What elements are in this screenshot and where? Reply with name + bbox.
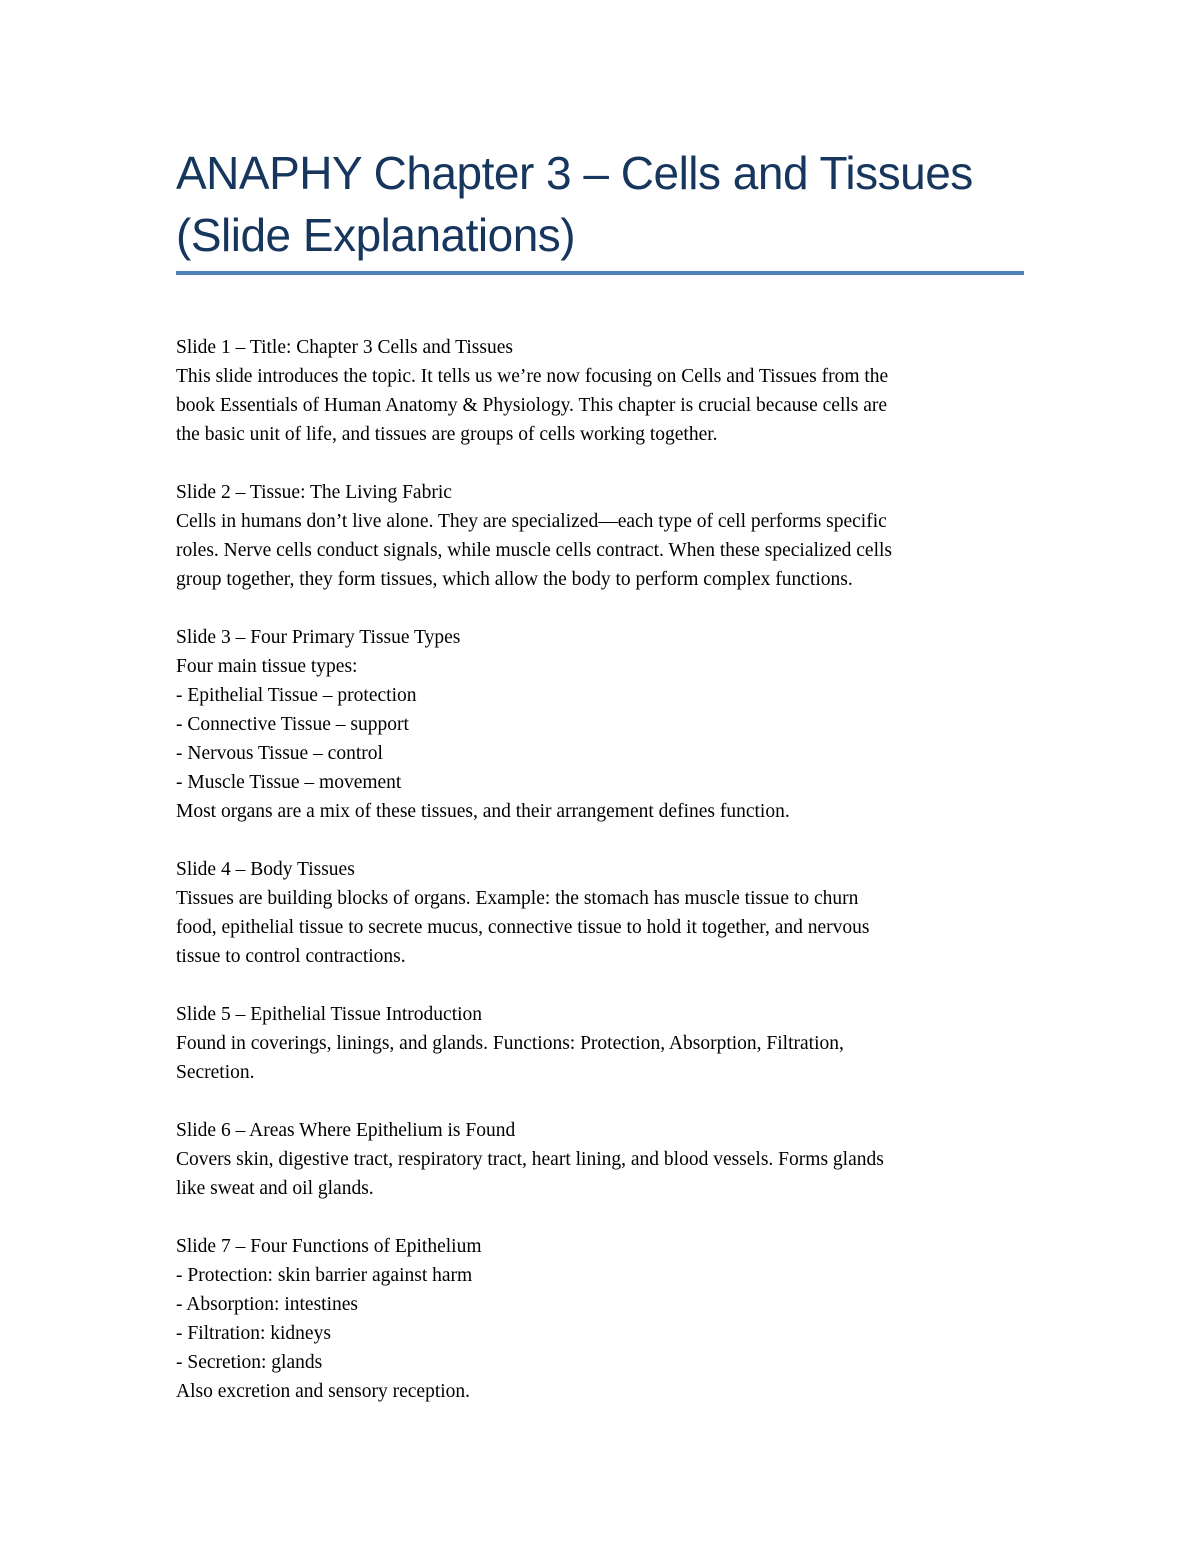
section-text-line: Secretion.	[176, 1062, 255, 1083]
section-heading: Slide 6 – Areas Where Epithelium is Found	[176, 1120, 516, 1141]
section-text-line: Also excretion and sensory reception.	[176, 1381, 471, 1402]
section-text-line: food, epithelial tissue to secrete mucus, connective tissue to hold it together, and nervous	[176, 917, 870, 938]
section-heading: Slide 5 – Epithelial Tissue Introduction	[176, 1004, 483, 1025]
section-text-line: - Epithelial Tissue – protection	[176, 685, 417, 706]
section-text-line: This slide introduces the topic. It tells us we’re now focusing on Cells and Tissues from the	[176, 366, 889, 387]
section-text-line: the basic unit of life, and tissues are groups of cells working together.	[176, 424, 718, 445]
slide-section	[176, 855, 1026, 971]
title-underline-divider	[176, 271, 1024, 275]
section-text-line: - Secretion: glands	[176, 1352, 323, 1373]
section-text-line: Cells in humans don’t live alone. They are specialized—each type of cell performs specific	[176, 511, 887, 532]
section-text-line: tissue to control contractions.	[176, 946, 406, 967]
title-line-2: (Slide Explanations)	[176, 209, 576, 261]
section-text-line: - Filtration: kidneys	[176, 1323, 331, 1344]
section-text-line: group together, they form tissues, which allow the body to perform complex functions.	[176, 569, 853, 590]
slide-section	[176, 333, 1026, 449]
slide-section	[176, 478, 1026, 594]
document-title	[176, 142, 1026, 266]
slide-section	[176, 1232, 1026, 1406]
section-text-line: like sweat and oil glands.	[176, 1178, 374, 1199]
title-line-1: ANAPHY Chapter 3 – Cells and Tissues	[176, 147, 973, 199]
section-text-line: book Essentials of Human Anatomy & Physiology. This chapter is crucial because cells are	[176, 395, 888, 416]
section-heading: Slide 4 – Body Tissues	[176, 859, 355, 880]
section-text-line: Tissues are building blocks of organs. Example: the stomach has muscle tissue to churn	[176, 888, 859, 909]
slide-section	[176, 1116, 1026, 1203]
slide-section	[176, 1000, 1026, 1087]
section-heading: Slide 3 – Four Primary Tissue Types	[176, 627, 461, 648]
section-text-line: - Absorption: intestines	[176, 1294, 358, 1315]
section-text-line: Four main tissue types:	[176, 656, 358, 677]
section-heading: Slide 2 – Tissue: The Living Fabric	[176, 482, 452, 503]
section-text-line: roles. Nerve cells conduct signals, while muscle cells contract. When these specialized cells	[176, 540, 893, 561]
section-text-line: Most organs are a mix of these tissues, and their arrangement defines function.	[176, 801, 790, 822]
document-body	[176, 333, 1026, 1435]
section-text-line: - Nervous Tissue – control	[176, 743, 383, 764]
section-text-line: - Protection: skin barrier against harm	[176, 1265, 473, 1286]
slide-section	[176, 623, 1026, 826]
section-heading: Slide 7 – Four Functions of Epithelium	[176, 1236, 482, 1257]
section-heading: Slide 1 – Title: Chapter 3 Cells and Tissues	[176, 337, 513, 358]
section-text-line: Found in coverings, linings, and glands. Functions: Protection, Absorption, Filtration,	[176, 1033, 844, 1054]
section-text-line: Covers skin, digestive tract, respiratory tract, heart lining, and blood vessels. Forms glands	[176, 1149, 884, 1170]
section-text-line: - Muscle Tissue – movement	[176, 772, 402, 793]
section-text-line: - Connective Tissue – support	[176, 714, 409, 735]
